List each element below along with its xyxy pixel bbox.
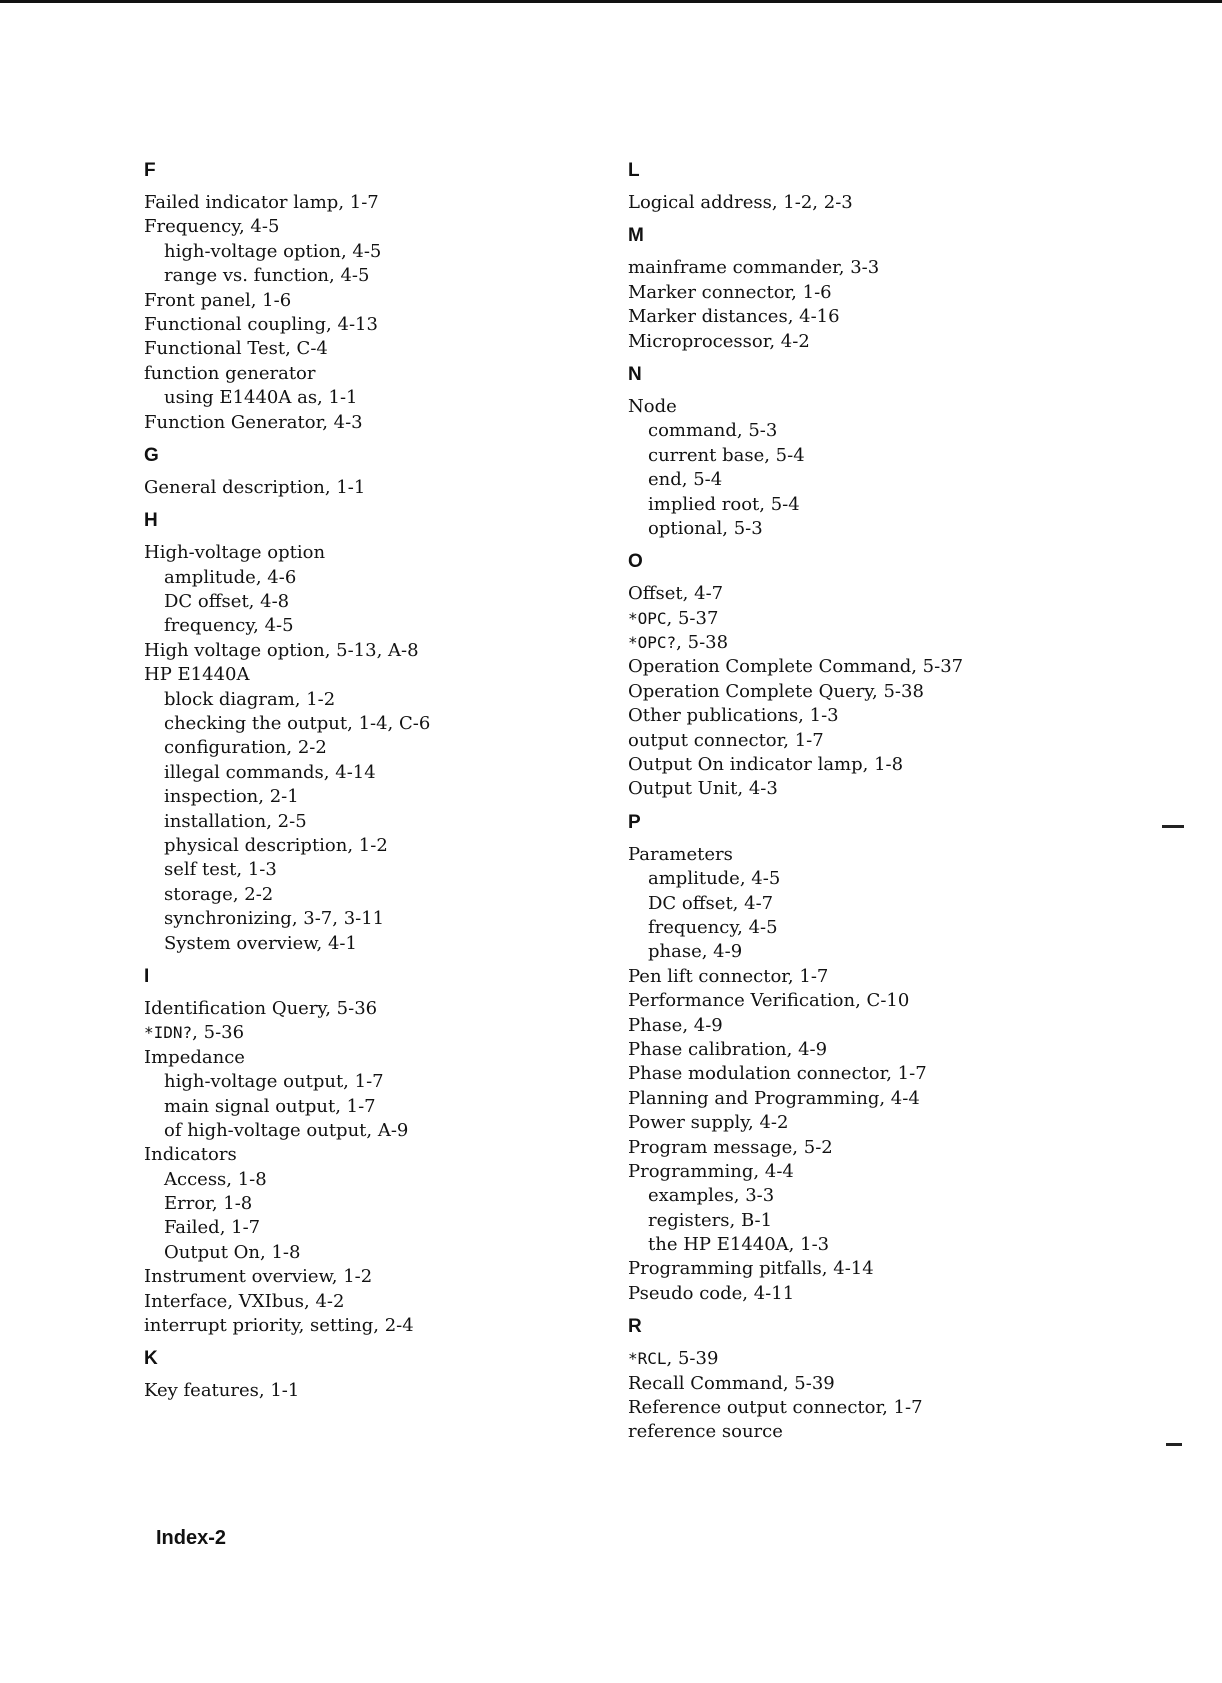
entry-text: range vs. function, 4-5: [164, 265, 370, 287]
index-subentry: [144, 883, 614, 907]
entry-text: Functional Test, C-4: [144, 338, 328, 360]
entry-text: mainframe commander, 3-3: [628, 257, 880, 279]
index-section: [628, 364, 1098, 541]
entry-text: Microprocessor, 4-2: [628, 330, 810, 352]
index-subentry: [628, 468, 1098, 492]
index-subentry: [144, 858, 614, 882]
index-section: [144, 1348, 614, 1403]
index-entry: [628, 1111, 1098, 1135]
index-entry: [628, 305, 1098, 329]
top-rule: [0, 0, 1222, 3]
index-section: [144, 445, 614, 500]
entry-text: function generator: [144, 362, 316, 384]
scan-mark: [1162, 825, 1184, 828]
index-entry: [628, 1014, 1098, 1038]
index-entry: [628, 607, 1098, 631]
entry-text: Reference output connector, 1-7: [628, 1397, 923, 1419]
entry-list: [144, 997, 614, 1338]
index-subentry: [144, 688, 614, 712]
entry-text: HP E1440A: [144, 664, 250, 686]
index-section: [144, 160, 614, 435]
index-entry: [628, 1347, 1098, 1371]
entry-text: high-voltage option, 4-5: [164, 240, 382, 262]
entry-text: Phase calibration, 4-9: [628, 1038, 828, 1060]
entry-text: synchronizing, 3-7, 3-11: [164, 908, 385, 930]
entry-text: main signal output, 1-7: [164, 1095, 376, 1117]
entry-text: installation, 2-5: [164, 810, 307, 832]
command-keyword: *OPC: [628, 608, 667, 628]
section-letter: L: [628, 160, 640, 181]
entry-list: [144, 191, 614, 435]
entry-text: Operation Complete Command, 5-37: [628, 656, 964, 678]
index-entry: [628, 704, 1098, 728]
index-entry: [628, 1282, 1098, 1306]
entry-text: Offset, 4-7: [628, 583, 724, 605]
index-subentry: [628, 940, 1098, 964]
index-subentry: [628, 517, 1098, 541]
entry-text: Pseudo code, 4-11: [628, 1282, 795, 1304]
index-entry: [144, 1314, 614, 1338]
entry-text: storage, 2-2: [164, 883, 274, 905]
index-entry: [628, 965, 1098, 989]
index-entry: [628, 843, 1098, 867]
index-entry: [628, 256, 1098, 280]
entry-text: Program message, 5-2: [628, 1136, 833, 1158]
section-letter: N: [628, 363, 642, 385]
entry-text: optional, 5-3: [648, 517, 763, 539]
index-entry: [628, 1038, 1098, 1062]
index-subentry: [144, 1070, 614, 1094]
entry-text: Identification Query, 5-36: [144, 997, 378, 1019]
index-subentry: [628, 892, 1098, 916]
entry-text: Parameters: [628, 843, 733, 865]
entry-text: Recall Command, 5-39: [628, 1372, 835, 1394]
index-entry: [144, 1265, 614, 1289]
index-subentry: [144, 810, 614, 834]
entry-text: examples, 3-3: [648, 1185, 775, 1207]
index-entry: [144, 411, 614, 435]
section-letter: H: [144, 510, 158, 532]
index-subentry: [628, 1184, 1098, 1208]
index-entry: [144, 997, 614, 1021]
index-subentry: [628, 493, 1098, 517]
section-letter: F: [144, 160, 156, 181]
index-subentry: [628, 419, 1098, 443]
entry-text: high-voltage output, 1-7: [164, 1071, 384, 1093]
entry-text: Programming, 4-4: [628, 1160, 794, 1182]
index-section: [144, 966, 614, 1338]
index-subentry: [144, 1216, 614, 1240]
index-entry: [144, 191, 614, 215]
entry-list: [628, 843, 1098, 1306]
entry-text: Programming pitfalls, 4-14: [628, 1258, 874, 1280]
entry-text: frequency, 4-5: [164, 615, 294, 637]
entry-text: Frequency, 4-5: [144, 216, 280, 238]
index-entry: [144, 362, 614, 386]
index-entry: [628, 1087, 1098, 1111]
index-subentry: [144, 1119, 614, 1143]
index-entry: [144, 313, 614, 337]
entry-text: Output On indicator lamp, 1-8: [628, 754, 904, 776]
entry-text: Logical address, 1-2, 2-3: [628, 192, 853, 213]
index-section: [628, 1316, 1098, 1445]
entry-text: output connector, 1-7: [628, 729, 824, 751]
entry-text: current base, 5-4: [648, 444, 805, 466]
entry-text: Access, 1-8: [164, 1168, 267, 1190]
index-subentry: [628, 1209, 1098, 1233]
entry-text: configuration, 2-2: [164, 737, 327, 759]
index-entry: [628, 1420, 1098, 1444]
entry-text: Function Generator, 4-3: [144, 411, 363, 433]
entry-text: System overview, 4-1: [164, 932, 357, 954]
entry-text: self test, 1-3: [164, 859, 277, 881]
entry-list: [628, 1347, 1098, 1445]
entry-text: illegal commands, 4-14: [164, 761, 376, 783]
entry-text: , 5-39: [666, 1348, 719, 1370]
index-entry: [628, 1257, 1098, 1281]
entry-text: Pen lift connector, 1-7: [628, 965, 829, 987]
entry-text: Interface, VXIbus, 4-2: [144, 1290, 345, 1312]
entry-text: High voltage option, 5-13, A-8: [144, 639, 419, 661]
entry-text: Marker connector, 1-6: [628, 281, 832, 303]
entry-text: Failed indicator lamp, 1-7: [144, 192, 379, 213]
entry-text: block diagram, 1-2: [164, 688, 336, 710]
index-section: [628, 225, 1098, 354]
index-entry: [628, 1160, 1098, 1184]
entry-list: [144, 541, 614, 956]
index-entry: [628, 330, 1098, 354]
index-subentry: [144, 785, 614, 809]
entry-text: , 5-37: [666, 607, 719, 629]
index-entry: [628, 753, 1098, 777]
index-entry: [144, 215, 614, 239]
entry-text: frequency, 4-5: [648, 916, 778, 938]
entry-text: implied root, 5-4: [648, 493, 800, 515]
section-letter: K: [144, 1348, 158, 1370]
entry-text: Impedance: [144, 1046, 245, 1068]
entry-text: Key features, 1-1: [144, 1380, 300, 1402]
entry-text: Phase, 4-9: [628, 1014, 723, 1036]
entry-text: , 5-38: [676, 632, 729, 654]
index-entry: [144, 476, 614, 500]
index-subentry: [144, 907, 614, 931]
command-keyword: *RCL: [628, 1349, 667, 1369]
index-entry: [628, 191, 1098, 215]
section-letter: P: [628, 811, 641, 833]
index-section: [628, 160, 1098, 215]
command-keyword: *IDN?: [144, 1023, 193, 1043]
entry-text: physical description, 1-2: [164, 834, 388, 856]
entry-text: DC offset, 4-8: [164, 591, 290, 613]
index-subentry: [628, 444, 1098, 468]
section-letter: O: [628, 551, 643, 573]
index-entry: [628, 680, 1098, 704]
entry-text: High-voltage option: [144, 542, 326, 564]
index-column-right: [628, 160, 1098, 1455]
index-subentry: [144, 834, 614, 858]
index-subentry: [144, 264, 614, 288]
command-keyword: *OPC?: [628, 633, 677, 653]
index-entry: [144, 337, 614, 361]
index-entry: [628, 729, 1098, 753]
index-section: [628, 551, 1098, 802]
entry-text: Output On, 1-8: [164, 1241, 301, 1263]
entry-text: reference source: [628, 1421, 783, 1443]
index-entry: [628, 395, 1098, 419]
entry-text: Error, 1-8: [164, 1193, 253, 1215]
entry-text: Performance Verification, C-10: [628, 990, 910, 1012]
section-letter: R: [628, 1316, 642, 1338]
index-subentry: [144, 1168, 614, 1192]
index-entry: [628, 1062, 1098, 1086]
entry-text: the HP E1440A, 1-3: [648, 1234, 830, 1256]
entry-text: Indicators: [144, 1144, 237, 1166]
index-entry: [144, 663, 614, 687]
index-subentry: [628, 916, 1098, 940]
entry-list: [144, 476, 614, 500]
index-entry: [628, 631, 1098, 655]
index-subentry: [628, 867, 1098, 891]
entry-list: [628, 191, 1098, 215]
index-section: [628, 812, 1098, 1306]
page-number: Index-2: [156, 1527, 227, 1549]
index-subentry: [144, 712, 614, 736]
section-letter: I: [144, 965, 150, 987]
entry-text: Other publications, 1-3: [628, 705, 839, 727]
entry-text: interrupt priority, setting, 2-4: [144, 1315, 414, 1337]
entry-list: [628, 582, 1098, 802]
index-subentry: [144, 1241, 614, 1265]
index-entry: [628, 281, 1098, 305]
index-entry: [628, 777, 1098, 801]
index-entry: [144, 541, 614, 565]
entry-text: Front panel, 1-6: [144, 289, 292, 311]
entry-text: Phase modulation connector, 1-7: [628, 1063, 927, 1085]
index-subentry: [144, 386, 614, 410]
index-entry: [144, 639, 614, 663]
entry-text: Power supply, 4-2: [628, 1112, 789, 1134]
index-entry: [144, 1379, 614, 1403]
index-subentry: [144, 932, 614, 956]
section-letter: G: [144, 444, 159, 466]
entry-text: using E1440A as, 1-1: [164, 387, 358, 409]
index-entry: [628, 989, 1098, 1013]
index-entry: [144, 1143, 614, 1167]
index-section: [144, 510, 614, 956]
index-entry: [628, 1372, 1098, 1396]
entry-list: [628, 256, 1098, 354]
index-subentry: [144, 566, 614, 590]
entry-text: inspection, 2-1: [164, 786, 299, 808]
entry-text: , 5-36: [192, 1022, 245, 1044]
index-entry: [144, 1021, 614, 1045]
index-entry: [628, 1136, 1098, 1160]
entry-list: [144, 1379, 614, 1403]
index-entry: [628, 582, 1098, 606]
index-column-left: [144, 160, 614, 1414]
index-subentry: [628, 1233, 1098, 1257]
index-entry: [628, 655, 1098, 679]
entry-text: registers, B-1: [648, 1209, 773, 1231]
entry-text: Planning and Programming, 4-4: [628, 1087, 920, 1109]
index-subentry: [144, 240, 614, 264]
entry-text: Instrument overview, 1-2: [144, 1266, 373, 1288]
entry-text: Node: [628, 395, 677, 417]
index-subentry: [144, 761, 614, 785]
entry-text: Functional coupling, 4-13: [144, 313, 378, 335]
entry-text: phase, 4-9: [648, 941, 743, 963]
entry-text: DC offset, 4-7: [648, 892, 774, 914]
entry-text: amplitude, 4-6: [164, 566, 297, 588]
scan-mark: [1166, 1443, 1182, 1446]
entry-text: amplitude, 4-5: [648, 868, 781, 890]
index-entry: [144, 1046, 614, 1070]
section-letter: M: [628, 225, 644, 247]
entry-text: Failed, 1-7: [164, 1217, 261, 1239]
index-subentry: [144, 736, 614, 760]
entry-text: Output Unit, 4-3: [628, 778, 778, 800]
entry-text: checking the output, 1-4, C-6: [164, 713, 431, 735]
index-subentry: [144, 590, 614, 614]
entry-text: end, 5-4: [648, 469, 723, 491]
entry-list: [628, 395, 1098, 541]
index-entry: [628, 1396, 1098, 1420]
entry-text: General description, 1-1: [144, 476, 366, 498]
entry-text: command, 5-3: [648, 420, 778, 442]
index-entry: [144, 289, 614, 313]
index-subentry: [144, 1095, 614, 1119]
entry-text: of high-voltage output, A-9: [164, 1119, 409, 1141]
index-subentry: [144, 1192, 614, 1216]
entry-text: Operation Complete Query, 5-38: [628, 680, 924, 702]
index-subentry: [144, 614, 614, 638]
index-entry: [144, 1290, 614, 1314]
entry-text: Marker distances, 4-16: [628, 306, 840, 328]
